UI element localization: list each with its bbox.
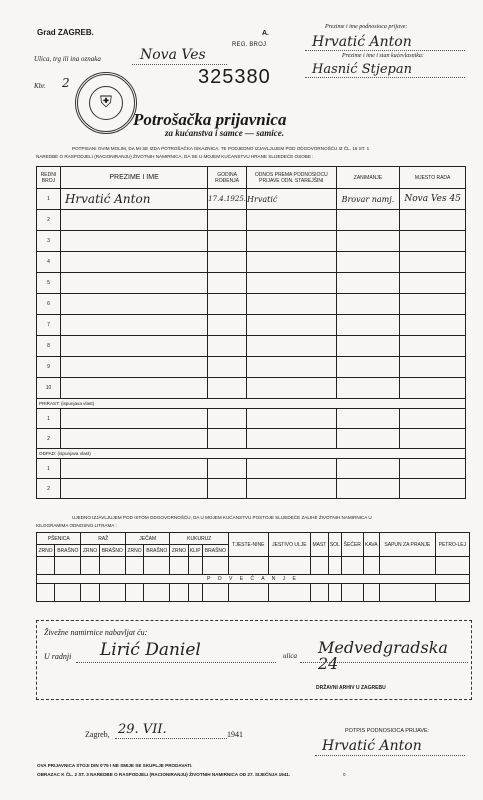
col-header-name: PREZIME I IME (60, 167, 207, 189)
table-row (37, 409, 466, 429)
table-row (37, 378, 466, 399)
purchase-label: Živežne namirnice nabavljat ću: (44, 628, 148, 637)
row-number: 2 (37, 210, 61, 231)
purchase-street-line (300, 662, 468, 663)
col-oil: JESTIVO ULJE (268, 533, 310, 557)
sign-line (315, 755, 465, 756)
sub-col: ZRNO (125, 545, 143, 557)
coat-of-arms-icon: ⛨ (89, 86, 123, 120)
stock-row (37, 584, 470, 602)
footer-note-2: OBRAZAC K ČL. 2 ST. 3 NAREDBE O RASPODJELI (RACIONIRANJU) ŽIVOTNIH NAMIRNICA OD 27. SIJEČNJA 1941. (37, 772, 291, 777)
col-petrol: PETRO-LEJ (435, 533, 469, 557)
shop-line (76, 662, 276, 663)
row-number: 1 (37, 459, 61, 479)
sign-value: Hrvatić Anton (322, 738, 422, 754)
group-corn: KUKURUZ (170, 533, 229, 545)
table-row (37, 459, 466, 479)
sub-col: BRAŠNO (99, 545, 125, 557)
tenant-line (305, 77, 465, 78)
col-header-place: MJESTO RADA (400, 167, 466, 189)
person-relation: Hrvatić (247, 189, 337, 210)
row-number: 2 (37, 479, 61, 499)
table-row (37, 294, 466, 315)
official-stamp (75, 72, 137, 134)
form-title: Potrošačka prijavnica (133, 110, 287, 129)
row-number: 3 (37, 231, 61, 252)
intro-line-2: NAREDBE O RASPODJELI (RACIONIRANJU) ŽIVOTNIH NAMIRNICA, DA SE U MOJEM KUĆANSTVU HRANE SLIJEDEĆE OSOBE : (36, 154, 314, 159)
archive-stamp: DRŽAVNI ARHIV U ZAGREBU (316, 685, 386, 691)
table-row (37, 336, 466, 357)
year-label: 1941 (227, 730, 243, 739)
odpad-label: ODPAD: (ispunjava vlast) (37, 449, 466, 459)
letter-a: A. (262, 30, 269, 37)
shop-label: U radnji (44, 652, 72, 661)
table-row (37, 315, 466, 336)
col-sugar: ŠEĆER (341, 533, 363, 557)
table-row (37, 273, 466, 294)
table-row (37, 252, 466, 273)
group-barley: JEČAM (125, 533, 169, 545)
group-wheat: PŠENICA (37, 533, 81, 545)
reg-label: REG. BROJ (232, 42, 267, 48)
street-label: Ulica, trg ili ina oznaka (34, 55, 101, 63)
increase-label: P O V E Ć A N J E (37, 575, 470, 584)
table-row (37, 429, 466, 449)
sub-col: BRAŠNO (144, 545, 170, 557)
street-line (132, 64, 227, 65)
tenant-value: Hasnić Stjepan (312, 62, 413, 77)
sub-col: BRAŠNO (55, 545, 81, 557)
col-pasta: TJESTE-NINE (229, 533, 269, 557)
col-salt: SOL (328, 533, 341, 557)
row-number: 8 (37, 336, 61, 357)
tenant-label: Prezime i ime i stan kućevlasnika: (342, 53, 424, 59)
row-number: 10 (37, 378, 61, 399)
stock-row (37, 557, 470, 575)
row-number: 9 (37, 357, 61, 378)
prirast-label: PRIRAST: (ispunjava vlast) (37, 399, 466, 409)
col-header-number: REDNI BROJ (37, 167, 61, 189)
sub-col: ZRNO (37, 545, 55, 557)
col-header-year: GODINA ROĐENJA (208, 167, 247, 189)
city-label: Grad ZAGREB. (37, 28, 94, 37)
row-number: 5 (37, 273, 61, 294)
date-line (115, 738, 227, 739)
col-header-job: ZANIMANJE (336, 167, 400, 189)
shop-value: Lirić Daniel (100, 640, 201, 660)
row-number: 6 (37, 294, 61, 315)
signature-line (305, 50, 465, 51)
person-job: Brovar namj. (336, 189, 400, 210)
kbr-value: 2 (62, 76, 70, 90)
stock-table (36, 532, 470, 602)
sub-col: BRAŠNO (202, 545, 228, 557)
group-rye: RAŽ (81, 533, 125, 545)
row-number: 1 (37, 189, 61, 210)
sub-col: ZRNO (170, 545, 188, 557)
street-value: Nova Ves (140, 47, 206, 63)
intro-line-1: POTPISANI OVIM MOLIM, DA MI SE IZDA POTROŠAČKA ISKAZNICA, TE PODJEDNO IZJAVLJUJEM POD ODGOVORNOŠĆU IZ ČL. 18 ST. 1 (72, 146, 370, 151)
row-number: 1 (37, 409, 61, 429)
place-label: Zagreb, (85, 730, 110, 739)
table-row (37, 189, 466, 210)
sub-col: ZRNO (81, 545, 99, 557)
row-number: 7 (37, 315, 61, 336)
purchase-street-label: ulica (283, 652, 297, 660)
table-row (37, 479, 466, 499)
col-header-relation: ODNOS PREMA PODNOSIOCU PRIJAVE ODN. STAREJŠINI (247, 167, 337, 189)
sub-col: KLIP (188, 545, 202, 557)
stock-intro-1: UJEDNO IZJAVLJUJEM POD ISTOM ODGOVORNOŠĆU, DA U MOJEM KUĆANSTVU POSTOJE SLIJEDEĆE ZALIHE ŽIVOTNIH NAMIRNICA U (72, 515, 372, 520)
table-row (37, 357, 466, 378)
col-coffee: KAVA (363, 533, 379, 557)
serial-number: 325380 (198, 66, 271, 88)
col-lard: MAST (311, 533, 329, 557)
person-place: Nova Ves 45 (400, 189, 466, 210)
footer-note-1: OVA PRIJAVNICA STOJI DIN 0'75 I NE SMIJE SE SKUPLJE PRODAVATI. (37, 763, 193, 768)
sign-label: POTPIS PODNOSIOCA PRIJAVE: (345, 728, 430, 734)
date-value: 29. VII. (118, 722, 167, 737)
person-name: Hrvatić Anton (60, 189, 207, 210)
persons-table (36, 166, 466, 499)
table-row (37, 210, 466, 231)
stock-intro-2: KILOGRAMIMA ODNOSNO LITRAMA : (36, 523, 117, 528)
row-number: 2 (37, 429, 61, 449)
form-subtitle: za kućanstva i samce — samice. (165, 128, 284, 138)
row-number: 4 (37, 252, 61, 273)
col-soap: SAPUN ZA PRANJE (379, 533, 435, 557)
signature-label: Prezime i ime podnosioca prijave: (325, 24, 408, 30)
purchase-street-value: Medvedgradska 24 (318, 638, 448, 673)
person-year: 17.4.1925. (208, 189, 247, 210)
footer-mark: 0 (343, 772, 346, 777)
signature-value: Hrvatić Anton (312, 34, 412, 50)
kbr-label: Kbr. (34, 82, 46, 90)
table-row (37, 231, 466, 252)
